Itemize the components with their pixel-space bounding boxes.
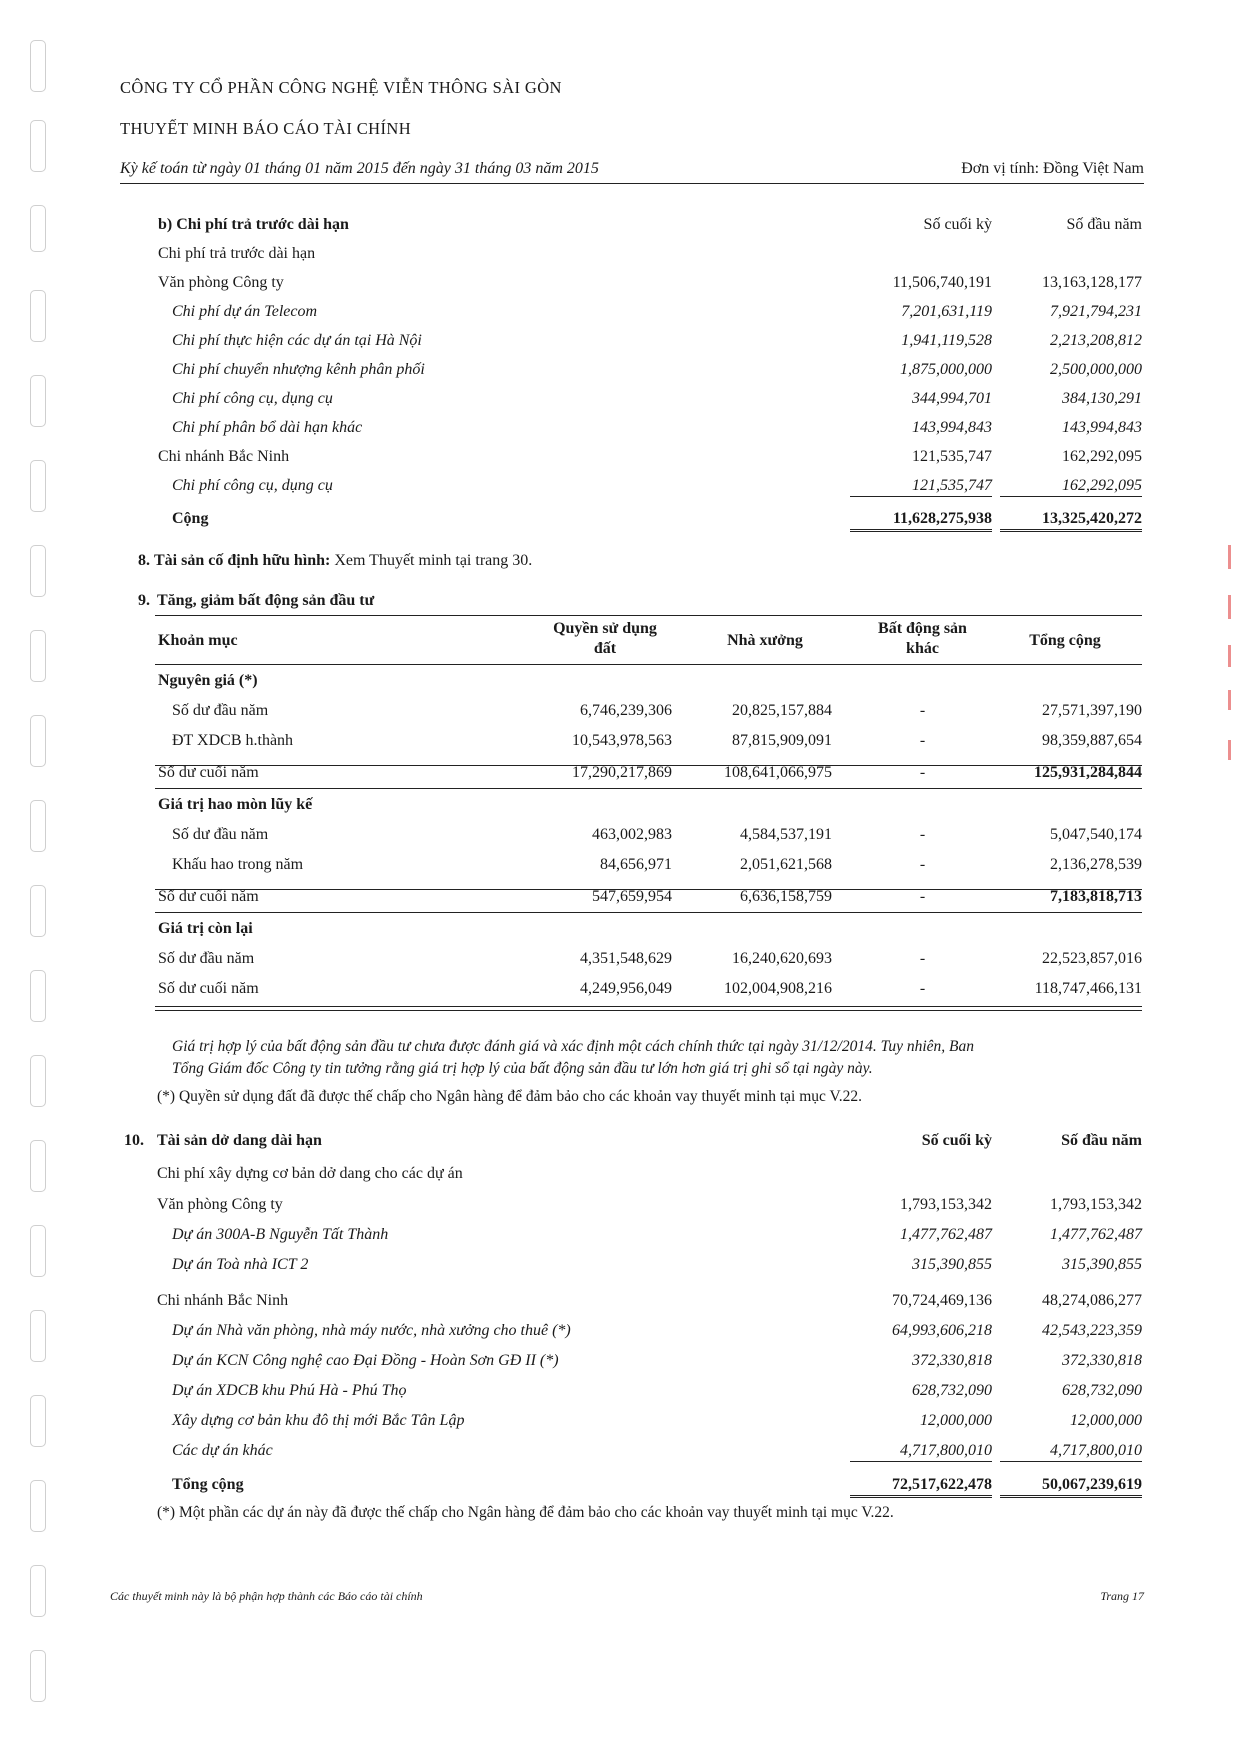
col-land-line2: đất [593,640,617,657]
row-label: Số dư cuối năm [158,888,259,905]
cell-other: - [919,980,926,997]
section-9-top-rule [155,615,1142,616]
final-rule-2 [155,1010,1142,1011]
section-10-title: Tài sản dở dang dài hạn [157,1132,322,1149]
cell-total: 7,183,818,713 [1050,888,1142,905]
section-8-number: 8. [138,552,150,569]
table-row [0,826,1241,854]
row-label: Số dư đầu năm [172,702,269,719]
value-end: 1,793,153,342 [900,1196,992,1213]
row-label: Chi phí công cụ, dụng cụ [172,390,333,407]
value-begin: 162,292,095 [1000,477,1142,497]
row-label: Khấu hao trong năm [172,856,304,873]
cell-other: - [919,856,926,873]
row-label: Văn phòng Công ty [157,1196,283,1213]
section-b-total-end: 11,628,275,938 [850,510,992,532]
group-title-row [0,920,1241,948]
cell-other: - [919,732,926,749]
row-label: Số dư cuối năm [158,764,259,781]
row-label: Dự án XDCB khu Phú Hà - Phú Thọ [172,1382,407,1399]
closing-underline [155,912,1142,913]
cell-other: - [919,764,926,781]
section-8 [0,552,1241,580]
value-begin: 143,994,843 [1062,419,1142,436]
value-end: 1,941,119,528 [901,332,992,349]
cell-factory: 4,584,537,191 [740,826,832,843]
cell-total: 118,747,466,131 [1034,980,1142,997]
section-b-total-begin: 13,325,420,272 [1000,510,1142,532]
section-10-total-end: 72,517,622,478 [850,1476,992,1498]
section-10-col-end: Số cuối kỳ [921,1132,992,1149]
row-label: Dự án Nhà văn phòng, nhà máy nước, nhà xưởng cho thuê (*) [172,1322,571,1339]
cell-total: 98,359,887,654 [1042,732,1142,749]
footer-note: Các thuyết minh này là bộ phận hợp thành các Báo cáo tài chính [110,1589,423,1603]
section-10-row [0,1382,1241,1410]
section-b-col-end: Số cuối kỳ [923,216,992,233]
col-other-line1: Bất động sản [878,620,967,637]
section-10-footnote: (*) Một phần các dự án này đã được thế chấp cho Ngân hàng để đảm bảo cho các khoản vay thuyết minh tại mục V.22. [157,1504,894,1521]
row-label: Chi phí phân bổ dài hạn khác [172,419,363,436]
section-8-line [138,552,532,570]
value-end: 12,000,000 [920,1412,992,1429]
group-title-row [0,796,1241,824]
section-10-total-label: Tổng cộng [172,1476,244,1493]
section-b-row [0,448,1241,476]
section-10-row [0,1442,1241,1470]
header-rule [120,183,1144,184]
value-end: 64,993,606,218 [892,1322,992,1339]
cell-land: 10,543,978,563 [572,732,672,749]
value-end: 372,330,818 [912,1352,992,1369]
section-9-number: 9. [138,592,150,609]
value-begin: 162,292,095 [1062,448,1142,465]
cell-other: - [919,826,926,843]
value-begin: 1,477,762,487 [1050,1226,1142,1243]
row-label: Xây dựng cơ bản khu đô thị mới Bắc Tân Lập [172,1412,465,1429]
section-10-col-begin: Số đầu năm [1061,1132,1142,1149]
value-begin: 4,717,800,010 [1000,1442,1142,1462]
cell-factory: 6,636,158,759 [740,888,832,905]
section-9-note-line1: Giá trị hợp lý của bất động sản đầu tư chưa được đánh giá và xác định một cách chính thức tại ngày 31/12/2014. Tuy nhiên, Ban [172,1038,975,1055]
closing-underline [155,788,1142,789]
value-begin: 372,330,818 [1062,1352,1142,1369]
section-10-row [0,1352,1241,1380]
col-item: Khoản mục [158,632,238,649]
section-10-row [0,1196,1241,1224]
section-b-row [0,390,1241,418]
section-b-subtitle-row [0,245,1241,273]
row-label: Chi nhánh Bắc Ninh [157,1292,289,1309]
section-10-subtitle-row [0,1165,1241,1193]
group-title-row [0,672,1241,700]
section-10-total-begin: 50,067,239,619 [1000,1476,1142,1498]
value-begin: 2,500,000,000 [1050,361,1142,378]
group-title: Nguyên giá (*) [158,672,258,689]
section-9-footnote: (*) Quyền sử dụng đất đã được thế chấp cho Ngân hàng để đảm bảo cho các khoản vay thuyết minh tại mục V.22. [157,1088,862,1105]
row-label: Chi nhánh Bắc Ninh [158,448,290,465]
cell-factory: 87,815,909,091 [732,732,832,749]
section-b-row [0,419,1241,447]
section-9-note-line2: Tổng Giám đốc Công ty tin tưởng rằng giá trị hợp lý của bất động sản đầu tư lớn hơn giá trị ghi sổ tại ngày này. [172,1060,873,1077]
col-land-line1: Quyền sử dụng [553,620,657,637]
cell-land: 4,249,956,049 [580,980,672,997]
section-b-subtitle: Chi phí trả trước dài hạn [158,245,316,262]
section-b-total-label: Cộng [172,510,209,527]
value-begin: 13,163,128,177 [1042,274,1142,291]
value-end: 1,477,762,487 [900,1226,992,1243]
value-begin: 628,732,090 [1062,1382,1142,1399]
section-10-header [0,1132,1241,1160]
cell-factory: 16,240,620,693 [732,950,832,967]
table-row [0,950,1241,978]
company-name: CÔNG TY CỔ PHẦN CÔNG NGHỆ VIỄN THÔNG SÀI GÒN [120,78,562,97]
cell-other: - [919,950,926,967]
col-total: Tổng cộng [1029,632,1101,649]
table-row [0,732,1241,760]
cell-total: 125,931,284,844 [1034,764,1142,781]
section-8-text: Xem Thuyết minh tại trang 30. [330,552,533,569]
row-label: Chi phí chuyển nhượng kênh phân phối [172,361,425,378]
cell-total: 22,523,857,016 [1042,950,1142,967]
section-b-total-row [0,510,1241,538]
row-label: Số dư đầu năm [158,950,255,967]
section-8-title: Tài sản cố định hữu hình: [154,552,331,569]
col-other-line2: khác [906,640,939,657]
section-9-title: Tăng, giảm bất động sản đầu tư [157,592,375,609]
row-label: Văn phòng Công ty [158,274,284,291]
value-end: 344,994,701 [912,390,992,407]
cell-total: 27,571,397,190 [1042,702,1142,719]
cell-land: 463,002,983 [592,826,672,843]
document-title: THUYẾT MINH BÁO CÁO TÀI CHÍNH [120,119,412,138]
cell-land: 4,351,548,629 [580,950,672,967]
cell-land: 17,290,217,869 [572,764,672,781]
value-end: 70,724,469,136 [892,1292,992,1309]
value-end: 7,201,631,119 [901,303,992,320]
row-label: Số dư cuối năm [158,980,259,997]
value-begin: 7,921,794,231 [1050,303,1142,320]
value-begin: 12,000,000 [1070,1412,1142,1429]
value-end: 4,717,800,010 [850,1442,992,1462]
section-b-row [0,477,1241,505]
group-title: Giá trị hao mòn lũy kế [158,796,313,813]
section-b-col-begin: Số đầu năm [1066,216,1142,233]
final-rule-1 [155,1006,1142,1007]
cell-factory: 102,004,908,216 [724,980,832,997]
table-row [0,702,1241,730]
value-begin: 384,130,291 [1062,390,1142,407]
cell-factory: 2,051,621,568 [740,856,832,873]
value-begin: 315,390,855 [1062,1256,1142,1273]
section-b-row [0,274,1241,302]
cell-total: 5,047,540,174 [1050,826,1142,843]
value-end: 11,506,740,191 [892,274,992,291]
value-begin: 42,543,223,359 [1042,1322,1142,1339]
page-number: Trang 17 [1100,1589,1144,1603]
section-10-number: 10. [124,1132,144,1149]
cell-land: 84,656,971 [600,856,672,873]
section-9-header-rule [155,664,1142,665]
value-end: 628,732,090 [912,1382,992,1399]
table-row [0,856,1241,884]
value-end: 121,535,747 [912,448,992,465]
group-title: Giá trị còn lại [158,920,253,937]
row-label: Chi phí thực hiện các dự án tại Hà Nội [172,332,422,349]
section-10-row [0,1256,1241,1284]
col-factory: Nhà xưởng [727,632,803,649]
currency-unit: Đơn vị tính: Đồng Việt Nam [961,160,1144,177]
cell-other: - [919,888,926,905]
cell-factory: 20,825,157,884 [732,702,832,719]
reporting-period: Kỳ kế toán từ ngày 01 tháng 01 năm 2015 đến ngày 31 tháng 03 năm 2015 [120,160,599,177]
section-10-subtitle: Chi phí xây dựng cơ bản dở dang cho các dự án [157,1165,463,1182]
section-10-total-row [0,1476,1241,1504]
section-10-row [0,1412,1241,1440]
value-begin: 48,274,086,277 [1042,1292,1142,1309]
section-10-row [0,1226,1241,1254]
cell-land: 547,659,954 [592,888,672,905]
table-row [0,980,1241,1008]
value-end: 121,535,747 [850,477,992,497]
row-label: Dự án Toà nhà ICT 2 [172,1256,309,1273]
row-label: Các dự án khác [172,1442,273,1459]
row-label: ĐT XDCB h.thành [172,732,294,749]
section-b-header [0,216,1241,244]
section-b-row [0,303,1241,331]
row-label: Dự án 300A-B Nguyễn Tất Thành [172,1226,389,1243]
cell-land: 6,746,239,306 [580,702,672,719]
section-10-row [0,1292,1241,1320]
value-end: 315,390,855 [912,1256,992,1273]
value-begin: 2,213,208,812 [1050,332,1142,349]
value-end: 1,875,000,000 [900,361,992,378]
cell-total: 2,136,278,539 [1050,856,1142,873]
row-label: Số dư đầu năm [172,826,269,843]
section-b-title: b) Chi phí trả trước dài hạn [158,216,349,233]
row-label: Chi phí dự án Telecom [172,303,318,320]
cell-other: - [919,702,926,719]
cell-factory: 108,641,066,975 [724,764,832,781]
row-label: Chi phí công cụ, dụng cụ [172,477,333,494]
section-b-row [0,332,1241,360]
section-b-row [0,361,1241,389]
section-10-row [0,1322,1241,1350]
value-end: 143,994,843 [912,419,992,436]
value-begin: 1,793,153,342 [1050,1196,1142,1213]
row-label: Dự án KCN Công nghệ cao Đại Đồng - Hoàn Sơn GĐ II (*) [172,1352,559,1369]
